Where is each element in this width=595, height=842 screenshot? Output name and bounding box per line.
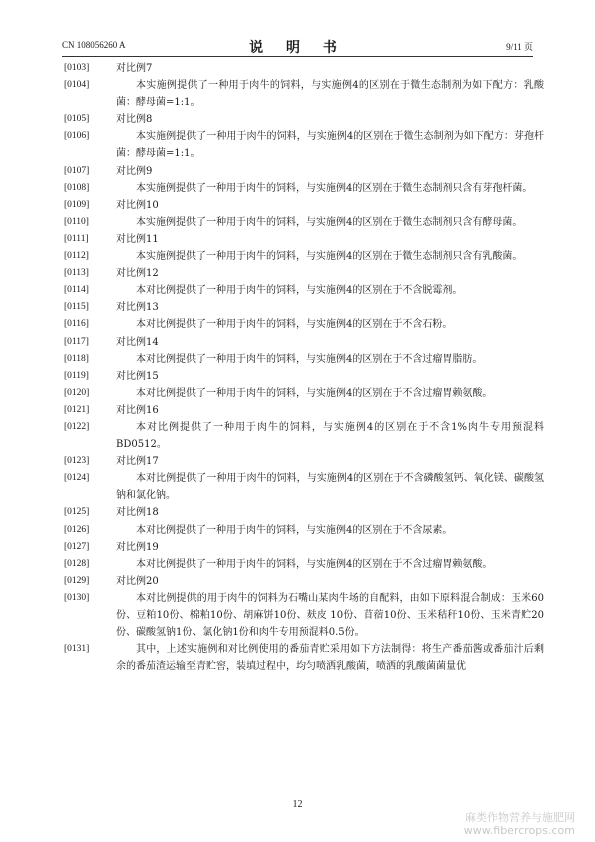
paragraph: [64, 470, 544, 504]
section-heading: 对比例14: [116, 336, 159, 348]
paragraph-number: [0122]: [64, 421, 90, 432]
paragraph-number: [0128]: [64, 558, 90, 569]
paragraph-number: [0130]: [64, 592, 90, 603]
section-heading: 对比例20: [116, 575, 159, 587]
paragraph-number: [0124]: [64, 473, 90, 484]
paragraph-text: 本对比例提供了一种用于肉牛的饲料，与实施例4的区别在于不含过瘤胃赖氨酸。: [136, 387, 493, 399]
paragraph-number: [0118]: [64, 353, 89, 364]
paragraph-text: 本实施例提供了一种用于肉牛的饲料，与实施例4的区别在于微生态制剂只含有芽孢杆菌。: [136, 182, 533, 194]
paragraph-number: [0116]: [64, 319, 89, 330]
paragraph-number: [0107]: [64, 165, 90, 176]
paragraph-number: [0125]: [64, 507, 90, 518]
section-heading: 对比例11: [116, 233, 159, 245]
paragraph: [64, 248, 544, 265]
paragraph: [64, 556, 544, 573]
paragraph: [64, 573, 544, 590]
paragraph: [64, 77, 544, 111]
watermark-title: 麻类作物营养与施肥网: [465, 811, 575, 824]
paragraph-number: [0126]: [64, 524, 90, 535]
paragraph-number: [0111]: [64, 233, 89, 244]
section-heading: 对比例8: [116, 114, 153, 126]
paragraph-number: [0123]: [64, 456, 90, 467]
paragraph: [64, 180, 544, 197]
paragraph-number: [0109]: [64, 199, 90, 210]
paragraph-number: [0121]: [64, 404, 90, 415]
section-heading: 对比例7: [116, 63, 153, 74]
paragraph-number: [0127]: [64, 541, 90, 552]
section-heading: 对比例13: [116, 302, 159, 314]
document-number: CN 108056260 A: [62, 40, 126, 50]
paragraph-number: [0103]: [64, 63, 90, 73]
paragraph-text: 本对比例提供了一种用于肉牛的饲料，与实施例4的区别在于不含石粉。: [136, 319, 453, 331]
paragraph: [64, 453, 544, 470]
paragraph: [64, 334, 544, 351]
paragraph: [64, 60, 544, 77]
paragraph-number: [0114]: [64, 285, 89, 296]
paragraph-number: [0120]: [64, 387, 90, 398]
paragraph: [64, 351, 544, 368]
header-rule: [62, 56, 533, 57]
document-body: [64, 60, 544, 675]
paragraph-number: [0119]: [64, 370, 89, 381]
watermark: [464, 811, 575, 837]
paragraph: [64, 402, 544, 419]
paragraph: [64, 197, 544, 214]
page-label: 9/11 页: [506, 42, 533, 52]
paragraph-text: 本实施例提供了一种用于肉牛的饲料，与实施例4的区别在于微生态制剂为如下配方：芽孢杆菌：酵母菌=1:1。: [116, 131, 544, 160]
section-heading: 对比例12: [116, 268, 159, 280]
paragraph: [64, 265, 544, 282]
paragraph-text: 本实施例提供了一种用于肉牛的饲料，与实施例4的区别在于微生态制剂为如下配方：乳酸菌：酵母菌=1:1。: [116, 80, 544, 109]
paragraph: [64, 590, 544, 641]
paragraph-number: [0106]: [64, 131, 90, 142]
paragraph-text: 本对比例提供的用于肉牛的饲料为石嘴山某肉牛场的自配料，由如下原料混合制成：玉米60份、豆粕10份、棉粕10份、胡麻饼10份、麸皮 10份、苜蓿10份、玉米秸秆10份、玉米青贮20份、碳酸氢钠1份、氯化钠1份和肉牛专用预混料0.5份。: [116, 592, 544, 639]
paragraph: [64, 163, 544, 180]
section-heading: 对比例17: [116, 456, 159, 468]
paragraph: [64, 504, 544, 521]
paragraph-number: [0129]: [64, 575, 90, 586]
paragraph-number: [0105]: [64, 114, 90, 125]
paragraph-number: [0115]: [64, 302, 89, 313]
paragraph: [64, 522, 544, 539]
paragraph: [64, 128, 544, 162]
paragraph: [64, 231, 544, 248]
paragraph-text: 本对比例提供了一种用于肉牛的饲料，与实施例4的区别在于不含脱霉剂。: [136, 285, 463, 297]
paragraph-number: [0104]: [64, 80, 90, 91]
paragraph: [64, 316, 544, 333]
page-header: [62, 37, 533, 55]
paragraph-number: [0112]: [64, 251, 89, 262]
document-title: 说 明 书: [249, 40, 346, 56]
section-heading: 对比例9: [116, 165, 153, 177]
paragraph: [64, 641, 544, 675]
paragraph-text: 本对比例提供了一种用于肉牛的饲料，与实施例4的区别在于不含尿素。: [136, 524, 453, 536]
paragraph-text: 本对比例提供了一种用于肉牛的饲料，与实施例4的区别在于不含过瘤胃赖氨酸。: [136, 558, 493, 570]
paragraph: [64, 282, 544, 299]
section-heading: 对比例18: [116, 507, 159, 519]
paragraph: [64, 539, 544, 556]
page-number: 12: [292, 799, 303, 810]
paragraph: [64, 419, 544, 453]
paragraph: [64, 111, 544, 128]
section-heading: 对比例16: [116, 404, 159, 416]
paragraph-text: 其中，上述实施例和对比例使用的番茄青贮采用如下方法制得：将生产番茄酱或番茄汁后剩余的番茄渣运输至青贮窖，装填过程中，均匀喷洒乳酸菌，喷洒的乳酸菌菌量优: [116, 644, 544, 673]
paragraph-number: [0110]: [64, 216, 89, 227]
paragraph: [64, 368, 544, 385]
watermark-url: www.fibercrops.com: [463, 824, 575, 837]
section-heading: 对比例19: [116, 541, 159, 553]
paragraph-number: [0108]: [64, 182, 90, 193]
paragraph-number: [0131]: [64, 644, 90, 655]
paragraph-text: 本实施例提供了一种用于肉牛的饲料，与实施例4的区别在于微生态制剂只含有乳酸菌。: [136, 251, 523, 263]
paragraph-text: 本对比例提供了一种用于肉牛的饲料，与实施例4的区别在于不含1%肉牛专用预混料BD0512。: [116, 421, 544, 451]
paragraph-text: 本实施例提供了一种用于肉牛的饲料，与实施例4的区别在于微生态制剂只含有酵母菌。: [136, 216, 523, 228]
paragraph-number: [0113]: [64, 268, 89, 279]
paragraph: [64, 299, 544, 316]
section-heading: 对比例10: [116, 199, 159, 211]
paragraph-text: 本对比例提供了一种用于肉牛的饲料，与实施例4的区别在于不含过瘤胃脂肪。: [136, 353, 483, 365]
paragraph-number: [0117]: [64, 336, 89, 347]
section-heading: 对比例15: [116, 370, 159, 382]
paragraph: [64, 214, 544, 231]
paragraph-text: 本对比例提供了一种用于肉牛的饲料，与实施例4的区别在于不含磷酸氢钙、氧化镁、碳酸氢钠和氯化钠。: [116, 473, 544, 502]
paragraph: [64, 385, 544, 402]
